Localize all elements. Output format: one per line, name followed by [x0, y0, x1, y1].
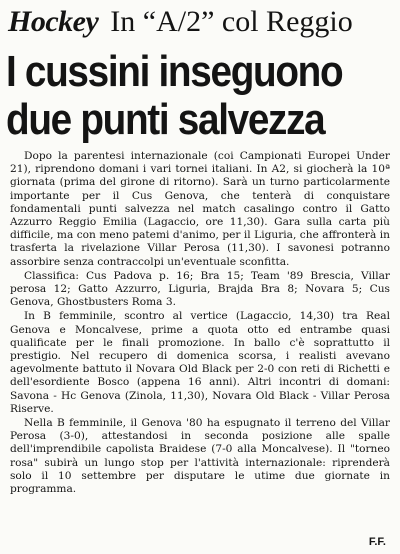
author-signature: F.F. — [368, 536, 386, 548]
article-paragraph: Dopo la parentesi internazionale (coi Campionati Europei Under 21), riprendono domani i vari tornei italiani. In A2, si giocherà la 10ª giornata (prima del girone di ritorno). Sarà un turno particolarmente importante per il Cus Genova, che tenterà di conquistare fondamentali punti salvezza nel match casalingo contro il Gatto Azzurro Reggio Emilia (Lagaccio, ore 11,30). Gara sulla carta più difficile, ma con meno patemi d'animo, per il Liguria, che affronterà in trasferta la rivelazione Villar Perosa (11,30). I savonesi potranno assorbire senza contraccolpi un'eventuale sconfitta. — [10, 150, 390, 268]
article-body — [10, 150, 390, 497]
kicker-sport: Hockey — [8, 5, 99, 38]
headline-line-1: I cussini inseguono — [6, 47, 343, 96]
article-paragraph: In B femminile, scontro al vertice (Lagaccio, 14,30) tra Real Genova e Moncalvese, prime a quota otto ed entrambe quasi qualificate per le finali promozione. In ballo c'è soprattutto il prestigio. Nel recupero di domenica scorsa, i realisti avevano agevolmente battuto il Novara Old Black per 2-0 con reti di Richetti e dell'esordiente Bosco (appena 16 anni). Altri incontri di domani: Savona - Hc Genova (Zinola, 11,30), Novara Old Black - Villar Perosa Riserve. — [10, 310, 390, 415]
article-paragraph: Classifica: Cus Padova p. 16; Bra 15; Team '89 Brescia, Villar perosa 12; Gatto Azzurro, Liguria, Brajda Bra 8; Novara 5; Cus Genova, Ghostbusters Roma 3. — [10, 269, 390, 309]
kicker — [8, 2, 353, 42]
headline — [6, 48, 396, 144]
headline-line-2: due punti salvezza — [6, 95, 325, 144]
article-paragraph: Nella B femminile, il Genova '80 ha espugnato il terreno del Villar Perosa (3-0), attestandosi in seconda posizione alle spalle dell'imprendibile capolista Braidese (7-0 alla Moncalvese). Il "torneo rosa" subirà un lungo stop per l'attività internazionale: riprenderà solo il 10 settembre per disputare le utime due giornate in programma. — [10, 417, 390, 496]
kicker-title: In “A/2” col Reggio — [110, 5, 353, 38]
